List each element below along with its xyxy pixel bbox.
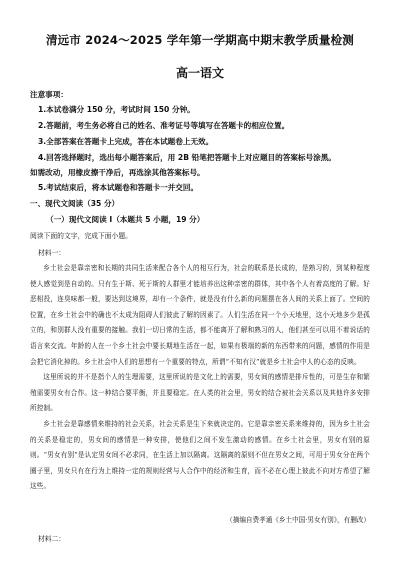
notice-item-1: 1.本试卷满分 150 分，考试时间 150 分钟。	[38, 105, 195, 114]
paragraph-2: 这里所说的并不是指个人的生理需要，这里所说的是文化上的需要，男女间的感情是排斥性的，可是生存和繁殖需要男女有合作。这一种结合要平衡，并且要稳定。在人类的社会里，男女的结合被社会关系以及其他许多安排所控制。	[30, 373, 370, 413]
notice-item-2: 2.答题前，考生务必将自己的姓名、准考证号等填写在答题卡的相应位置。	[38, 121, 290, 130]
reading-instruction: 阅读下面的文字，完成下面小题。	[30, 232, 132, 240]
paragraph-3: 乡土社会是靠感情来维持的社会关系，社会关系是生下来就决定的。它是靠亲密关系来维持的，因为乡土社会的关系是稳定的，男女间的感情是一种安排，使他们之间不发生激动的感情。在乡土社会里，男女有别的原则。“男女有别”是认定男女间不必求同，在生活上加以隔离。这隔离的原则不但在男女之间，可用于男女分在两个圈子里，男女只有在行为上维持一定的规则经营与人合作中的经济和生育，而不必在心理上彼此不向对方希望了解这些。	[30, 419, 370, 491]
sub-section-heading: （一）现代文阅读 I（本题共 5 小题，19 分）	[46, 215, 205, 224]
notice-item-4-cont: 如需改动，用橡皮擦干净后，再选涂其他答案标号。	[30, 168, 205, 177]
notice-item-5: 5.考试结束后，将本试题卷和答题卡一并交回。	[38, 183, 199, 192]
source-citation: （摘编自费孝通《乡土中国·男女有别》，有删改）	[226, 516, 370, 524]
material-1-label: 材料一：	[38, 249, 66, 257]
material-2-label: 材料二：	[38, 535, 66, 543]
notice-item-4: 4.回答选择题时，选出每小题答案后，用 2B 铅笔把答题卡上对应题目的答案标号涂黑。	[38, 153, 336, 162]
exam-title: 清远市 2024～2025 学年第一学期高中期末教学质量检测	[45, 33, 355, 47]
paragraph-1: 乡土社会是靠亲密和长期的共同生活来配合各个人的相互行为，社会的联系是长成的，是熟习的，到某种程度使人感觉到是自动的。只有生于斯、死于斯的人群里才能培养出这种亲密的群体，其中各个人有着高度的了解。好恶相投，连臭味都一般，要达到这境界，却有一个条件，就是没有什么新的问题摆在各人间的关系上面了。空间的位置，在乡土社会中的确也不太成为阻碍人们彼此了解的因素了。人们生活在同一个小天地里，这小天地多少是孤立的，和别群人没有重要的接触。我们一切日常的生活，都不能离开了解和熟习的人，他们甚至可以用不着说话的语言来交流。年龄的人在一个乡土社会中要长期地生活在一起，如果有极端的新的东西带来的问题，感情的作用是会把它消化掉的。乡土社会中人们的思想有一个重要的特点，所谓“不知有汉”就是乡土社会中人的心态的反映。	[30, 264, 370, 366]
notice-item-3: 3.全部答案在答题卡上完成，答在本试题卷上无效。	[38, 137, 214, 146]
material-1-body	[30, 261, 370, 495]
notice-heading: 注意事项：	[30, 90, 68, 99]
section-heading: 一、现代文阅读（35 分）	[30, 199, 120, 208]
subject-title: 高一语文	[175, 66, 224, 80]
